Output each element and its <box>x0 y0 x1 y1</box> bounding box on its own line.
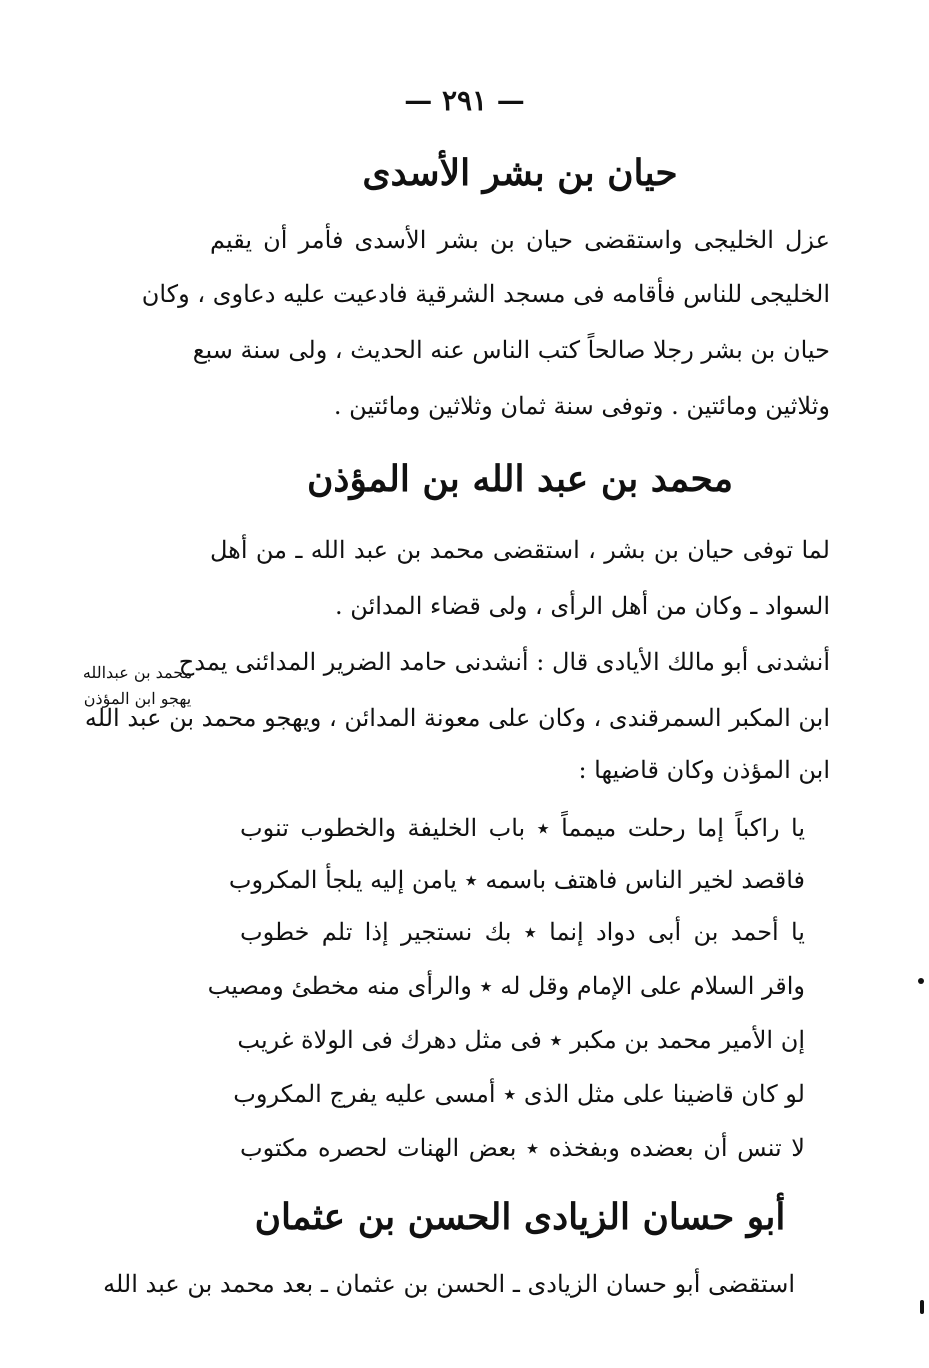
paragraph-line: لما توفى حيان بن بشر ، استقضى محمد بن عبد الله ـ من أهل <box>210 536 830 564</box>
poem-verse: إن الأمير محمد بن مكبر ٭ فى مثل دهرك فى الولاة غريب <box>237 1026 805 1054</box>
paragraph-line: حيان بن بشر رجلا صالحاً كتب الناس عنه الحديث ، ولى سنة سبع <box>192 336 830 364</box>
page-number: — ٢٩١ — <box>404 84 525 117</box>
scan-speck <box>918 978 924 984</box>
section-heading-hayyan: حيان بن بشر الأسدى <box>362 152 678 194</box>
paragraph-line: الخليجى للناس فأقامه فى مسجد الشرقية فادعيت عليه دعاوى ، وكان <box>141 280 830 308</box>
poem-verse: لو كان قاضينا على مثل الذى ٭ أمسى عليه يفرج المكروب <box>233 1080 805 1108</box>
margin-note-line: يهجو ابن المؤذن <box>83 689 192 708</box>
poem-verse: يا أحمد بن أبى دواد إنما ٭ بك نستجير إذا تلم خطوب <box>240 918 805 946</box>
section-heading-ibn-almuadhdhin: محمد بن عبد الله بن المؤذن <box>306 458 734 500</box>
section-heading-abu-hassan: أبو حسان الزيادى الحسن بن عثمان <box>254 1196 786 1238</box>
poem-verse: يا راكباً إما رحلت ميمماً ٭ باب الخليفة والخطوب تنوب <box>240 814 805 842</box>
paragraph-line: وثلاثين ومائتين . وتوفى سنة ثمان وثلاثين ومائتين . <box>333 392 830 420</box>
paragraph-line: أنشدنى أبو مالك الأيادى قال : أنشدنى حامد الضرير المدائنى يمدح <box>178 648 830 676</box>
paragraph-line: عزل الخليجى واستقضى حيان بن بشر الأسدى فأمر أن يقيم <box>210 226 830 254</box>
scan-speck <box>920 1300 924 1314</box>
paragraph-line: السواد ـ وكان من أهل الرأى ، ولى قضاء المدائن . <box>335 592 830 620</box>
poem-verse: لا تنس أن بعضده وبفخذه ٭ بعض الهنات لحصره مكتوب <box>240 1134 805 1162</box>
poem-verse: فاقصد لخير الناس فاهتف باسمه ٭ يامن إليه يلجأ المكروب <box>228 866 805 894</box>
margin-note-line: محمد بن عبدالله <box>82 663 193 682</box>
paragraph-line: ابن المؤذن وكان قاضيها : <box>578 756 830 784</box>
paragraph-line: استقضى أبو حسان الزيادى ـ الحسن بن عثمان ـ بعد محمد بن عبد الله <box>103 1270 795 1298</box>
margin-note <box>70 660 205 712</box>
paragraph-line: ابن المكبر السمرقندى ، وكان على معونة المدائن ، ويهجو محمد بن عبد الله <box>84 704 830 732</box>
poem-verse: واقر السلام على الإمام وقل له ٭ والرأى منه مخطئ ومصيب <box>207 972 805 1000</box>
